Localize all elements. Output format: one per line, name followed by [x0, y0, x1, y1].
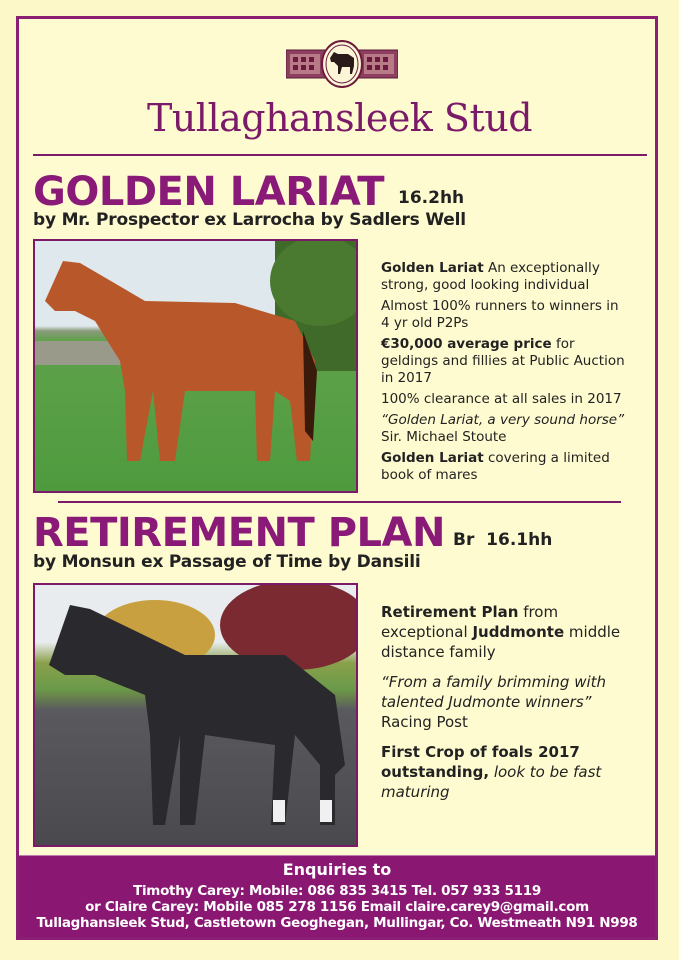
- address-line: Tullaghansleek Stud, Castletown Geoghegan, Mullingar, Co. Westmeath N91 N998: [36, 915, 638, 931]
- contact-line-timothy: Timothy Carey: Mobile: 086 835 3415 Tel. 057 933 5119: [133, 883, 541, 899]
- desc-item: Golden Lariat covering a limited book of mares: [381, 450, 610, 483]
- contact-line-claire: or Claire Carey: Mobile 085 278 1156 Email claire.carey9@gmail.com: [85, 899, 589, 915]
- dark-bay-horse-icon: [35, 585, 358, 847]
- horse-crest-logo-icon: [286, 40, 398, 88]
- desc-item: Golden Lariat An exceptionally strong, good looking individual: [381, 260, 600, 293]
- desc-item: Almost 100% runners to winners in 4 yr old P2Ps: [381, 298, 619, 331]
- section-divider: [58, 501, 621, 503]
- stud-title: Tullaghansleek Stud: [146, 96, 533, 140]
- stallion-2-height: Br 16.1hh: [453, 530, 553, 550]
- desc-item: First Crop of foals 2017 outstanding, look to be fast maturing: [381, 743, 602, 801]
- desc-quote: “Golden Lariat, a very sound horse” Sir. Michael Stoute: [381, 412, 625, 445]
- enquiries-heading: Enquiries to: [282, 860, 392, 879]
- stallion-1-description: [381, 260, 631, 488]
- enquiries-footer: [19, 855, 655, 937]
- stallion-2-description: [381, 602, 641, 812]
- desc-item: Retirement Plan from exceptional Juddmonte middle distance family: [381, 603, 621, 661]
- stallion-1-name: GOLDEN LARIAT: [33, 169, 385, 215]
- stallion-2-pedigree: by Monsun ex Passage of Time by Dansili: [33, 552, 421, 572]
- stallion-2-name: RETIREMENT PLAN: [33, 510, 445, 556]
- stallion-1-height: 16.2hh: [398, 188, 465, 208]
- title-divider: [33, 154, 647, 156]
- desc-item: €30,000 average price for geldings and fillies at Public Auction in 2017: [381, 336, 625, 386]
- chestnut-horse-icon: [35, 241, 358, 493]
- stallion-1-photo: [33, 239, 358, 493]
- desc-quote: “From a family brimming with talented Judmonte winners” Racing Post: [381, 673, 607, 731]
- desc-item: 100% clearance at all sales in 2017: [381, 391, 622, 407]
- stallion-1-pedigree: by Mr. Prospector ex Larrocha by Sadlers Well: [33, 210, 466, 230]
- stallion-2-photo: [33, 583, 358, 847]
